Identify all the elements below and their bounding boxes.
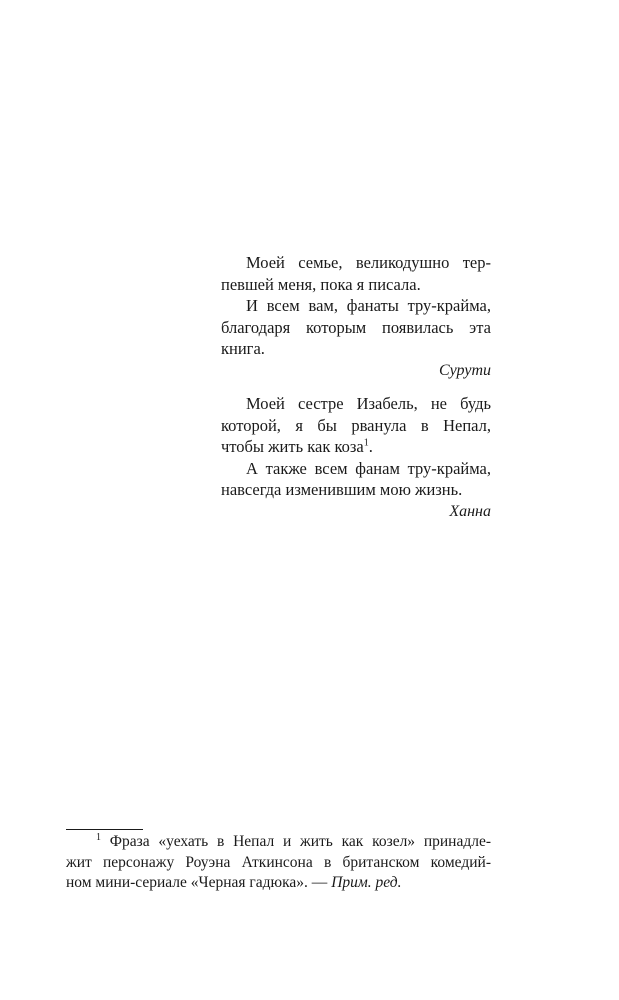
author-signature: Сурути: [438, 361, 491, 379]
dedication-line: Моей семье, великодушно тер-: [246, 253, 491, 272]
dedication-line: которой, я бы рванула в Непал,: [221, 415, 491, 435]
editor-note: Прим. ред.: [331, 874, 402, 891]
footnote-text: ном мини-сериале «Черная гадюка». —: [66, 874, 332, 891]
dedication-family: [221, 252, 491, 381]
punctuation: .: [368, 437, 373, 456]
footnote-line: [66, 832, 491, 853]
author-signature: Ханна: [449, 502, 491, 520]
dedication-sister: [221, 393, 491, 522]
dedication-line: И всем вам, фанаты тру-крайма,: [246, 296, 491, 315]
footnote-divider: [66, 829, 143, 830]
dedication-line: благодаря которым появилась эта: [221, 317, 491, 337]
dedication-line: певшей меня, пока я писала.: [221, 274, 421, 294]
footnote-mark: 1: [96, 831, 101, 843]
dedication-line: [221, 436, 491, 458]
footnote: [66, 832, 491, 894]
footnote-text: Фраза «уехать в Непал и жить как козел» принадле-: [109, 833, 491, 850]
dedication-line: А также всем фанам тру-крайма,: [246, 458, 491, 478]
dedication-line: Моей сестре Изабель, не будь: [246, 394, 491, 413]
footnote-reference[interactable]: 1: [363, 437, 369, 449]
footnote-line: [66, 873, 491, 894]
dedication-line: книга.: [221, 339, 265, 358]
dedication-text: чтобы жить как коза: [221, 437, 364, 456]
dedication-line: навсегда изменившим мою жизнь.: [221, 480, 463, 499]
footnote-line: жит персонажу Роуэна Аткинсона в британском комедий-: [66, 853, 491, 871]
